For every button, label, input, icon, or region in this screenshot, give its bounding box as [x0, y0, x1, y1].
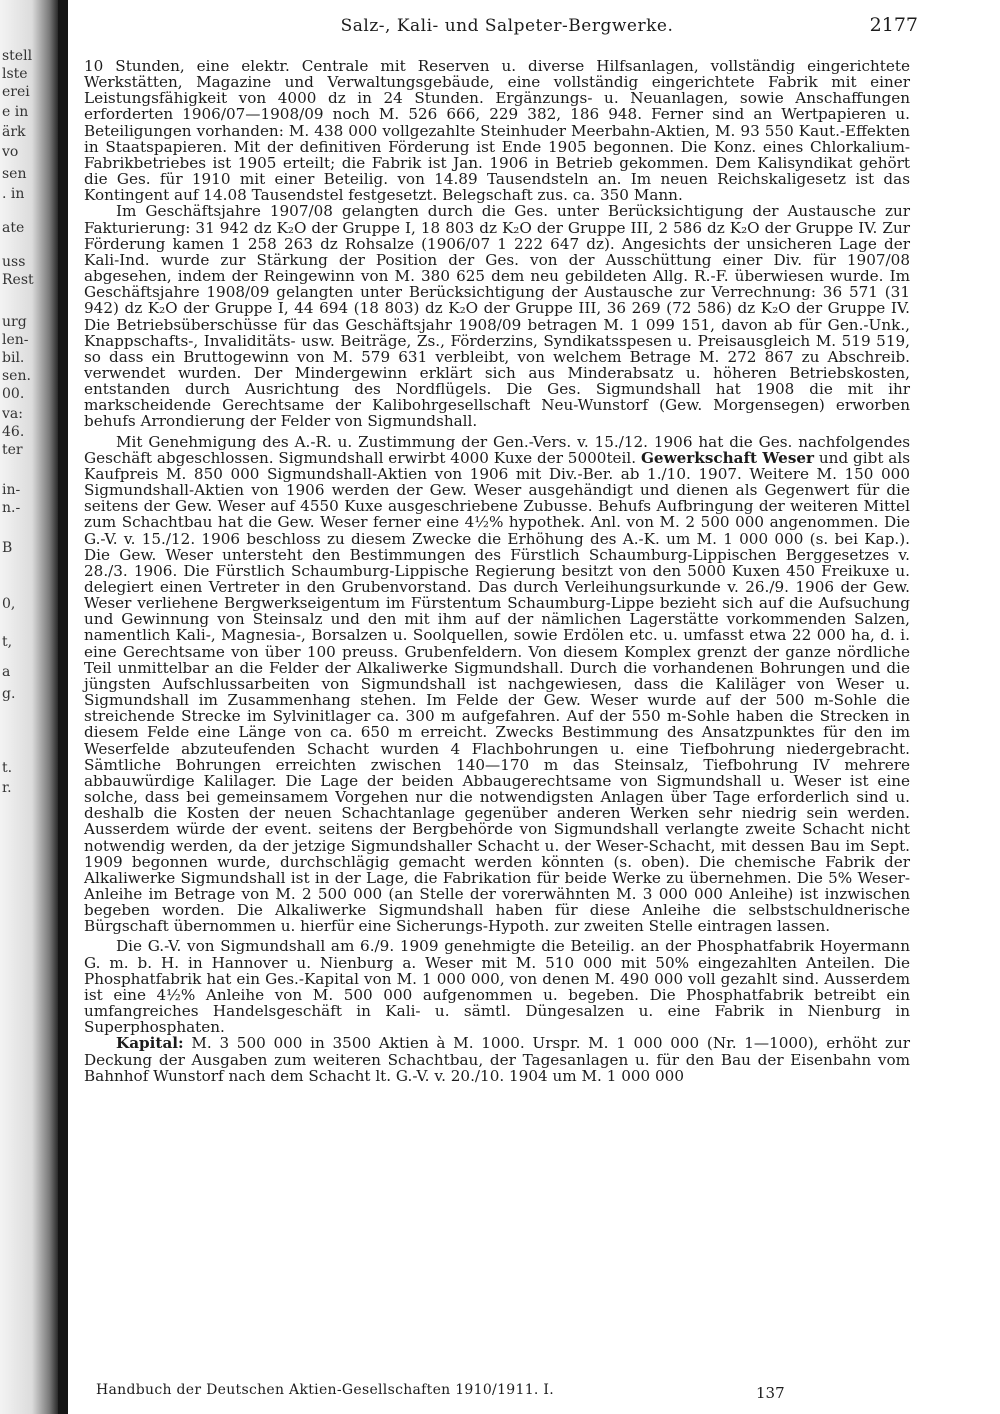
margin-fragment: ter	[2, 442, 23, 458]
kapital-text: M. 3 500 000 in 3500 Aktien à M. 1000. Urspr. M. 1 000 000 (Nr. 1—1000), erhöht zur Deckung der Ausgaben zum weiteren Schachtbau, der Tagesanlagen u. für den Bau der Eisenbahn vom Bahnhof Wunstorf nach dem Schacht lt. G.-V. v. 20./10. 1904 um M. 1 000 000	[84, 1034, 910, 1085]
margin-fragment: sen	[2, 166, 27, 182]
margin-fragment: Rest	[2, 272, 34, 288]
margin-fragment: a	[2, 664, 11, 680]
margin-fragment: e in	[2, 104, 29, 120]
publication-title: Handbuch der Deutschen Aktien-Gesellschaften 1910/1911. I.	[96, 1382, 554, 1398]
margin-fragment: 00.	[2, 386, 25, 402]
margin-fragment: n.-	[2, 500, 21, 516]
sheet-signature: 137	[756, 1384, 785, 1402]
book-binding-margin	[0, 0, 58, 1414]
margin-fragment: va:	[2, 406, 23, 422]
weser-text-before: Mit Genehmigung des A.-R. u. Zustimmung der Gen.-Vers. v. 15./12. 1906 hat die Ges. nachfolgendes Geschäft abgeschlossen. Sigmundshall erwirbt 4000 Kuxe der 5000teil.	[84, 432, 910, 467]
margin-fragment: ärk	[2, 124, 26, 140]
margin-fragment: vo	[2, 144, 19, 160]
margin-fragment: g.	[2, 686, 16, 702]
margin-fragment: in-	[2, 482, 21, 498]
margin-fragment: ate	[2, 220, 25, 236]
paragraph-kapital	[84, 1035, 910, 1083]
margin-fragment: urg	[2, 314, 27, 330]
margin-fragment: len-	[2, 332, 29, 348]
margin-fragment: lste	[2, 66, 28, 82]
page-body	[84, 58, 910, 1084]
margin-fragment: B	[2, 540, 13, 556]
paragraph-gewerkschaft-weser	[84, 434, 910, 935]
page-number: 2177	[869, 14, 918, 36]
book-spine	[58, 0, 68, 1414]
weser-text-after: und gibt als Kaufpreis M. 850 000 Sigmundshall-Aktien von 1906 mit Div.-Ber. ab 1./10. 1907. Weitere M. 150 000 Sigmundshall-Aktien von 1906 werden der Gew. Weser ausgehändigt und dienen als Gegenwert für die seitens der Gew. Weser auf 4550 Kuxe ausgeschriebene Zubusse. Behufs Aufbringung der weiteren Mittel zum Schachtbau hat die Gew. Weser ferner eine 4½% hypothek. Anl. von M. 2 500 000 angenommen. Die G.-V. v. 15./12. 1906 beschloss zu diesem Zwecke die Erhöhung des A.-K. um M. 1 000 000 (s. bei Kap.). Die Gew. Weser untersteht den Bestimmungen des Fürstlich Schaumburg-Lippischen Berggesetzes v. 28./3. 1906. Die Fürstlich Schaumburg-Lippische Regierung besitzt von den 5000 Kuxen 450 Freikuxe u. delegiert einen Vertreter in den Grubenvorstand. Das durch Verleihungsurkunde v. 26./9. 1906 der Gew. Weser verliehene Bergwerkseigentum im Fürstentum Schaumburg-Lippe bezieht sich auf die Aufsuchung und Gewinnung von Steinsalz und den mit ihm auf der nämlichen Lagerstätte vorkommenden Salzen, namentlich Kali-, Magnesia-, Borsalzen u. Soolquellen, sowie Erdölen etc. u. umfasst etwa 22 000 ha, d. i. eine Gerechtsame von über 100 preuss. Grubenfeldern. Von diesem Komplex grenzt der ganze nördliche Teil unmittelbar an die Felder der Alkaliwerke Sigmundshall. Durch die vorhandenen Bohrungen und die jüngsten Aufschlussarbeiten von Sigmundshall ist nachgewiesen, dass die Kaliläger von Weser u. Sigmundshall im Zusammenhang stehen. Im Felde der Gew. Weser wurde auf der 500 m-Sohle die streichende Strecke im Sylvinitlager ca. 300 m aufgefahren. Auf der 550 m-Sohle haben die Strecken in diesem Felde eine Länge von ca. 650 m erreicht. Zwecks Bestimmung des Ansatzpunktes für den im Weserfelde abzuteufenden Schacht wurden 4 Flachbohrungen u. eine Tiefbohrung niedergebracht. Sämtliche Bohrungen erreichten zwischen 140—170 m das Steinsalz, Tiefbohrung IV mehrere abbauwürdige Kalilager. Die Lage der beiden Abbaugerechtsame von Sigmundshall u. Weser ist eine solche, dass bei gemeinsamem Vorgehen nur die notwendigsten Anlagen über Tage erforderlich sind u. deshalb die Kosten der neuen Schachtanlage gegenüber anderen Werken sehr niedrig sein werden. Ausserdem würde der event. seitens der Bergbehörde von Sigmundshall verlangte zweite Schacht nicht notwendig werden, da der jetzige Sigmundshaller Schacht u. der Weser-Schacht, mit dessen Bau im Sept. 1909 begonnen wurde, durchschlägig gemacht werden könnten (s. oben). Die chemische Fabrik der Alkaliwerke Sigmundshall ist in der Lage, die Fabrikation für beide Werke zu übernehmen. Die 5% Weser-Anleihe im Betrage von M. 2 500 000 (an Stelle der vorerwähnten M. 3 000 000 Anleihe) ist inzwischen begeben worden. Die Alkaliwerke Sigmundshall haben für diese Anleihe die selbstschuldnerische Bürgschaft übernommen u. hierfür eine Sicherungs-Hypoth. zur zweiten Stelle eintragen lassen.	[84, 448, 910, 936]
margin-fragment: r.	[2, 780, 12, 796]
running-title: Salz-, Kali- und Salpeter-Bergwerke.	[340, 16, 674, 36]
paragraph-fiscal-years: Im Geschäftsjahre 1907/08 gelangten durch die Ges. unter Berücksichtigung der Austausche zur Fakturierung: 31 942 dz K₂O der Gruppe I, 18 803 dz K₂O der Gruppe III, 2 586 dz K₂O der Gruppe IV. Zur Förderung kamen 1 258 263 dz Rohsalze (1906/07 1 222 647 dz). Angesichts der unsicheren Lage der Kali-Ind. wurde zur Stärkung der Position der Ges. von der Ausschüttung einer Div. für 1907/08 abgesehen, indem der Reingewinn von M. 380 625 dem neu gebildeten Allg. R.-F. überwiesen wurde. Im Geschäftsjahre 1908/09 gelangten unter Berücksichtigung der Austausche zur Verrechnung: 36 571 (31 942) dz K₂O der Gruppe I, 44 694 (18 803) dz K₂O der Gruppe III, 36 269 (72 586) dz K₂O der Gruppe IV. Die Betriebsüberschüsse für das Geschäftsjahr 1908/09 betragen M. 1 099 151, davon ab für Gen.-Unk., Knappschafts-, Invaliditäts- usw. Beiträge, Zs., Förderzins, Syndikatsspesen u. Preisausgleich M. 519 519, so dass ein Bruttogewinn von M. 579 631 verbleibt, von welchem Betrage M. 272 867 zu Abschreib. verwendet wurden. Der Mindergewinn erklärt sich aus Minderabsatz u. höheren Betriebskosten, entstanden durch Ausrichtung des Nordflügels. Die Ges. Sigmundshall hat 1908 die mit ihr markscheidende Gerechtsame der Kalibohrgesellschaft Neu-Wunstorf (Gew. Morgensegen) erworben behufs Arrondierung der Felder von Sigmundshall.	[84, 202, 910, 431]
paragraph-phosphatfabrik: Die G.-V. von Sigmundshall am 6./9. 1909 genehmigte die Beteilig. an der Phosphatfabrik Hoyermann G. m. b. H. in Hannover u. Nienburg a. Weser mit M. 510 000 mit 50% eingezahlten Anteilen. Die Phosphatfabrik hat ein Ges.-Kapital von M. 1 000 000, von denen M. 490 000 voll gezahlt sind. Ausserdem ist eine 4½% Anleihe von M. 500 000 aufgenommen u. begeben. Die Phosphatfabrik betreibt ein umfangreiches Handelsgeschäft in Kali- u. sämtl. Düngesalzen u. eine Fabrik in Nienburg in Superphosphaten.	[84, 937, 910, 1037]
margin-fragment: erei	[2, 84, 30, 100]
kapital-label: Kapital:	[116, 1034, 184, 1053]
margin-fragment: stell	[2, 48, 33, 64]
margin-fragment: bil.	[2, 350, 25, 366]
margin-fragment: uss	[2, 254, 26, 270]
margin-fragment: 0,	[2, 596, 16, 612]
weser-company-name: Gewerkschaft Weser	[640, 448, 815, 467]
page-header	[96, 14, 918, 42]
margin-fragment: t,	[2, 634, 13, 650]
margin-fragment: t.	[2, 760, 13, 776]
margin-fragment: sen.	[2, 368, 31, 384]
margin-fragment: . in	[2, 186, 25, 202]
margin-fragment: 46.	[2, 424, 25, 440]
paragraph-facilities: 10 Stunden, eine elektr. Centrale mit Reserven u. diverse Hilfsanlagen, vollständig eingerichtete Werkstätten, Magazine und Verwaltungsgebäude, eine vollständig eingerichtete Fabrik mit einer Leistungsfähigkeit von 4000 dz in 24 Stunden. Ergänzungs- u. Neuanlagen, sowie Anschaffungen erforderten 1906/07—1908/09 noch M. 526 666, 229 382, 186 948. Ferner sind an Wertpapieren u. Beteiligungen vorhanden: M. 438 000 vollgezahlte Steinhuder Meerbahn-Aktien, M. 93 550 Kaut.-Effekten in Staatspapieren. Mit der definitiven Förderung ist Ende 1905 begonnen. Die Konz. eines Chlorkalium-Fabrikbetriebes ist 1905 erteilt; die Fabrik ist Jan. 1906 in Betrieb gekommen. Dem Kalisyndikat gehört die Ges. für 1910 mit einer Beteilig. von 14.89 Tausendsteln an. Im neuen Reichskaligesetz ist das Kontingent auf 14.08 Tausendstel festgesetzt. Belegschaft zus. ca. 350 Mann.	[84, 57, 910, 205]
